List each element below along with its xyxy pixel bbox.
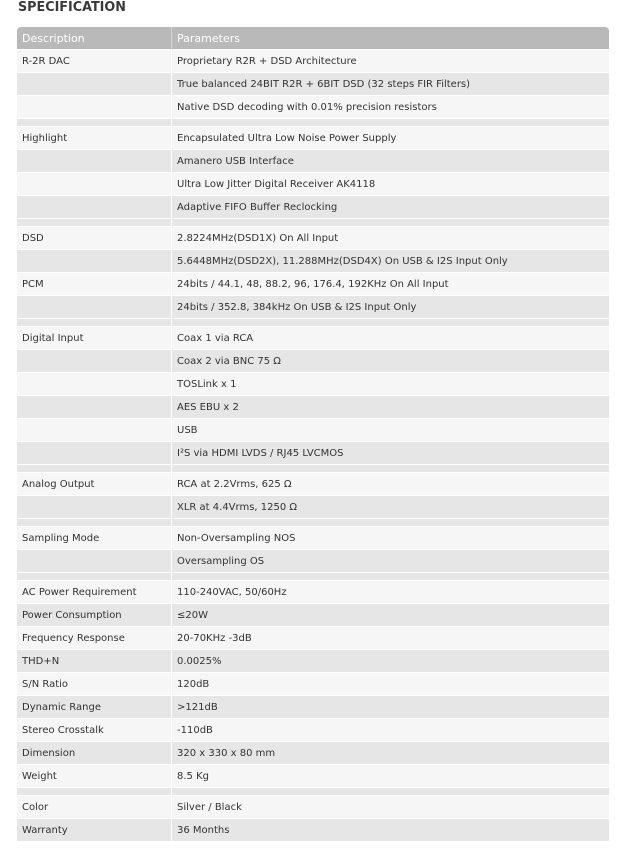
table-row (17, 73, 609, 96)
spec-description (17, 496, 172, 519)
spec-description (17, 419, 172, 442)
group-separator (17, 519, 609, 527)
group-separator (17, 319, 609, 327)
spec-parameter: 36 Months (172, 819, 609, 842)
spec-parameter: Silver / Black (172, 796, 609, 819)
separator-cell (17, 319, 172, 327)
spec-parameter: Encapsulated Ultra Low Noise Power Supply (172, 127, 609, 150)
table-row (17, 419, 609, 442)
table-row (17, 96, 609, 119)
separator-cell (172, 788, 609, 796)
spec-parameter: 8.5 Kg (172, 765, 609, 788)
spec-description: Dynamic Range (17, 696, 172, 719)
spec-parameter: Coax 1 via RCA (172, 327, 609, 350)
separator-cell (172, 119, 609, 127)
table-row (17, 527, 609, 550)
spec-parameter: 20-70KHz -3dB (172, 627, 609, 650)
separator-cell (172, 519, 609, 527)
table-row (17, 650, 609, 673)
separator-cell (172, 465, 609, 473)
spec-parameter: 120dB (172, 673, 609, 696)
table-row (17, 296, 609, 319)
header-description: Description (17, 27, 172, 50)
spec-parameter: TOSLink x 1 (172, 373, 609, 396)
spec-description (17, 396, 172, 419)
spec-parameter: RCA at 2.2Vrms, 625 Ω (172, 473, 609, 496)
spec-parameter: 24bits / 44.1, 48, 88.2, 96, 176.4, 192KHz On All Input (172, 273, 609, 296)
spec-parameter: 24bits / 352.8, 384kHz On USB & I2S Input Only (172, 296, 609, 319)
spec-description: Analog Output (17, 473, 172, 496)
table-row (17, 719, 609, 742)
spec-parameter: Coax 2 via BNC 75 Ω (172, 350, 609, 373)
spec-description: Sampling Mode (17, 527, 172, 550)
spec-description: Dimension (17, 742, 172, 765)
spec-parameter: Ultra Low Jitter Digital Receiver AK4118 (172, 173, 609, 196)
separator-cell (172, 573, 609, 581)
spec-description: Color (17, 796, 172, 819)
spec-parameter: ≤20W (172, 604, 609, 627)
spec-description: Weight (17, 765, 172, 788)
spec-parameter: >121dB (172, 696, 609, 719)
spec-description: Stereo Crosstalk (17, 719, 172, 742)
separator-cell (17, 119, 172, 127)
table-row (17, 127, 609, 150)
page-title: SPECIFICATION (18, 0, 126, 15)
spec-description (17, 350, 172, 373)
table-row (17, 496, 609, 519)
table-row (17, 442, 609, 465)
specification-table (17, 27, 609, 842)
separator-cell (17, 519, 172, 527)
spec-parameter: Proprietary R2R + DSD Architecture (172, 50, 609, 73)
spec-description: Power Consumption (17, 604, 172, 627)
table-row (17, 396, 609, 419)
table-row (17, 604, 609, 627)
table-row (17, 227, 609, 250)
group-separator (17, 219, 609, 227)
table-row (17, 373, 609, 396)
group-separator (17, 119, 609, 127)
separator-cell (172, 219, 609, 227)
spec-description: Digital Input (17, 327, 172, 350)
spec-parameter: 320 x 330 x 80 mm (172, 742, 609, 765)
spec-description (17, 150, 172, 173)
spec-parameter: 2.8224MHz(DSD1X) On All Input (172, 227, 609, 250)
spec-description: R-2R DAC (17, 50, 172, 73)
spec-description (17, 173, 172, 196)
spec-description (17, 296, 172, 319)
separator-cell (17, 788, 172, 796)
spec-parameter: Amanero USB Interface (172, 150, 609, 173)
table-row (17, 250, 609, 273)
spec-parameter: True balanced 24BIT R2R + 6BIT DSD (32 steps FIR Filters) (172, 73, 609, 96)
spec-parameter: 110-240VAC, 50/60Hz (172, 581, 609, 604)
spec-description: Highlight (17, 127, 172, 150)
spec-description: Warranty (17, 819, 172, 842)
separator-cell (17, 573, 172, 581)
table-row (17, 796, 609, 819)
spec-description (17, 550, 172, 573)
spec-parameter: USB (172, 419, 609, 442)
table-row (17, 327, 609, 350)
spec-parameter: Adaptive FIFO Buffer Reclocking (172, 196, 609, 219)
spec-description: S/N Ratio (17, 673, 172, 696)
table-row (17, 581, 609, 604)
separator-cell (172, 319, 609, 327)
spec-parameter: I²S via HDMI LVDS / RJ45 LVCMOS (172, 442, 609, 465)
spec-description (17, 96, 172, 119)
spec-description: PCM (17, 273, 172, 296)
spec-description (17, 442, 172, 465)
table-row (17, 173, 609, 196)
group-separator (17, 465, 609, 473)
table-row (17, 765, 609, 788)
table-row (17, 473, 609, 496)
spec-parameter: Oversampling OS (172, 550, 609, 573)
spec-parameter: Non-Oversampling NOS (172, 527, 609, 550)
table-row (17, 742, 609, 765)
table-row (17, 627, 609, 650)
table-row (17, 350, 609, 373)
table-row (17, 673, 609, 696)
spec-parameter: 0.0025% (172, 650, 609, 673)
spec-description: AC Power Requirement (17, 581, 172, 604)
table-row (17, 50, 609, 73)
group-separator (17, 788, 609, 796)
spec-description: THD+N (17, 650, 172, 673)
table-header-row (17, 27, 609, 50)
header-parameters: Parameters (172, 27, 609, 50)
table-row (17, 696, 609, 719)
spec-parameter: XLR at 4.4Vrms, 1250 Ω (172, 496, 609, 519)
table-row (17, 150, 609, 173)
spec-description (17, 73, 172, 96)
separator-cell (17, 219, 172, 227)
group-separator (17, 573, 609, 581)
spec-parameter: Native DSD decoding with 0.01% precision resistors (172, 96, 609, 119)
table-body (17, 50, 609, 842)
spec-parameter: 5.6448MHz(DSD2X), 11.288MHz(DSD4X) On USB & I2S Input Only (172, 250, 609, 273)
separator-cell (17, 465, 172, 473)
spec-description: DSD (17, 227, 172, 250)
spec-description (17, 373, 172, 396)
spec-description (17, 196, 172, 219)
table-row (17, 273, 609, 296)
spec-parameter: -110dB (172, 719, 609, 742)
table-row (17, 550, 609, 573)
table-row (17, 196, 609, 219)
spec-description: Frequency Response (17, 627, 172, 650)
spec-description (17, 250, 172, 273)
table-row (17, 819, 609, 842)
spec-parameter: AES EBU x 2 (172, 396, 609, 419)
